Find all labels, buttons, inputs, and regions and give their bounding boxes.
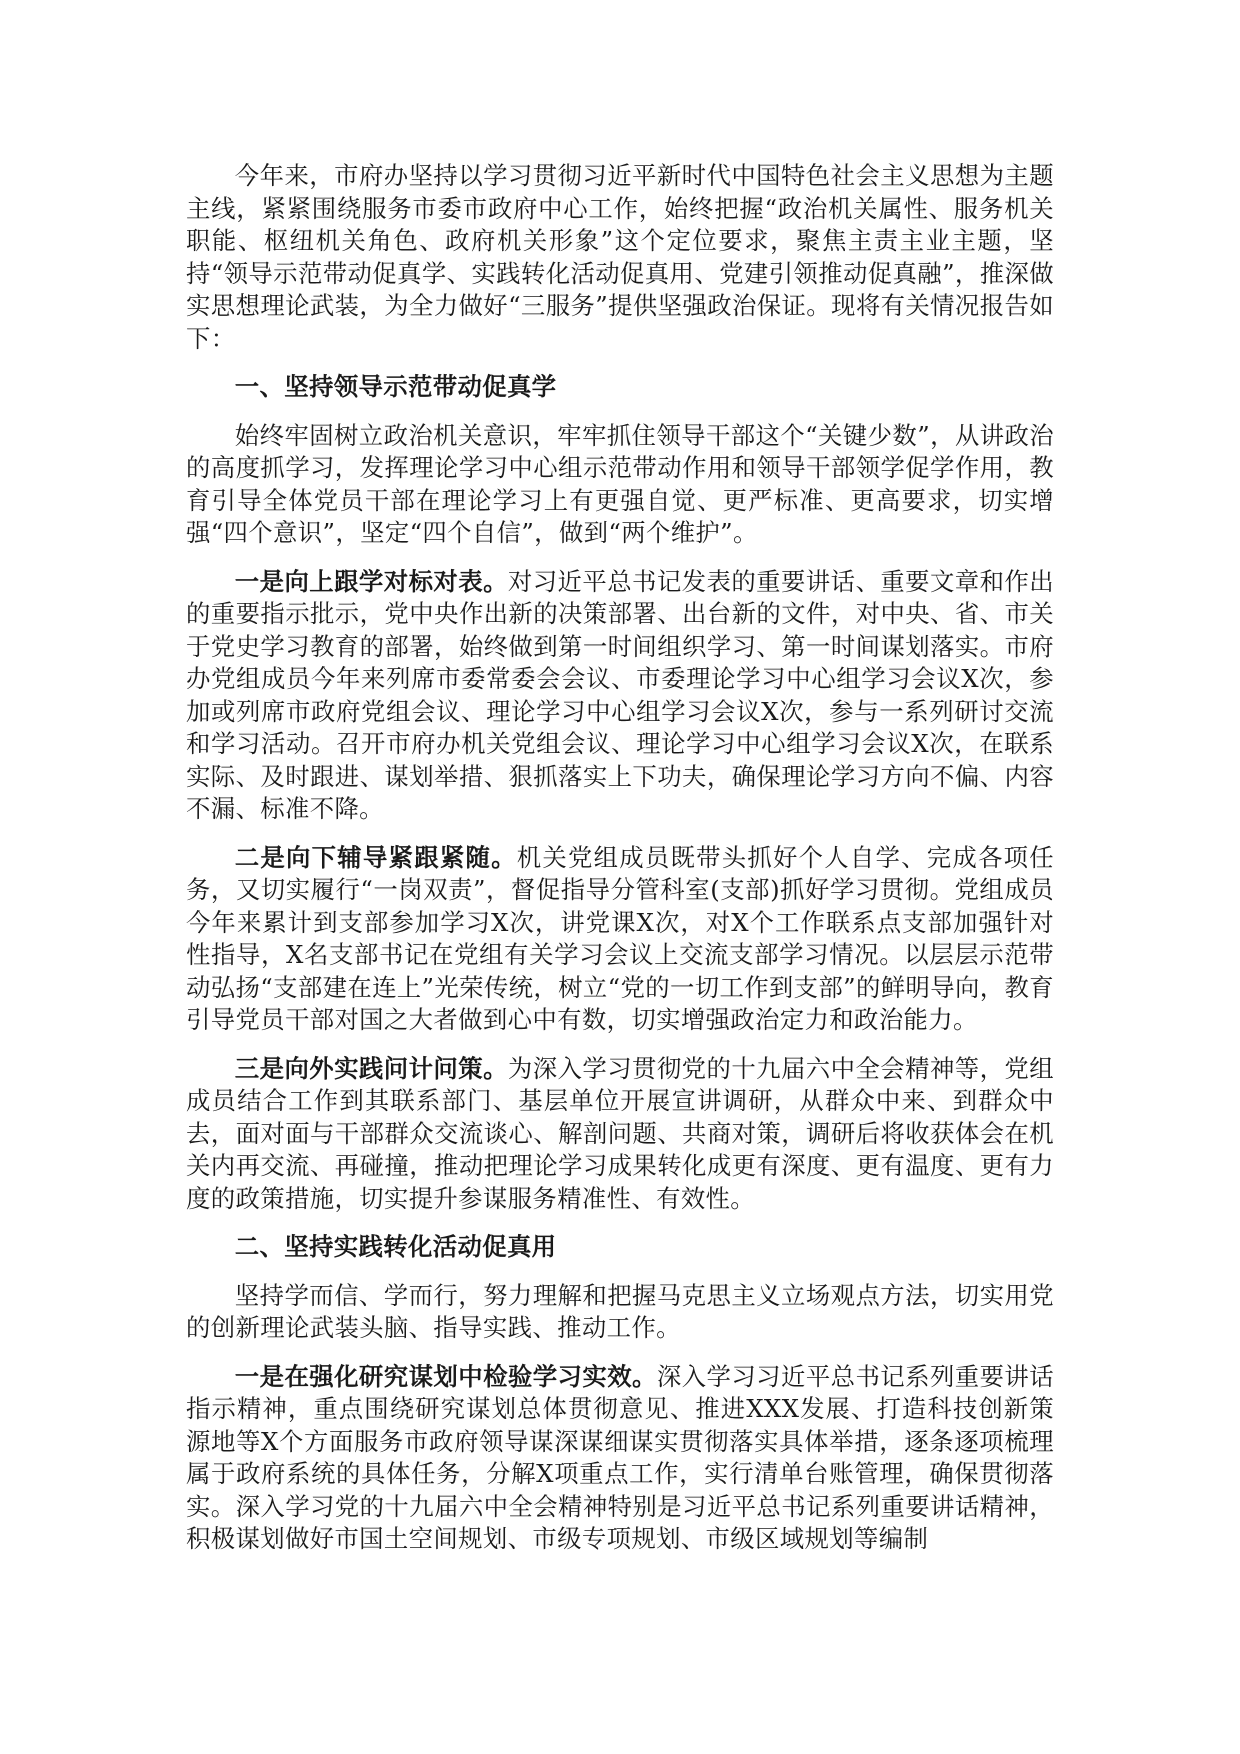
item-lead: 一是在强化研究谋划中检验学习实效。 bbox=[234, 1361, 657, 1391]
item-lead: 二是向下辅导紧跟紧随。 bbox=[234, 842, 517, 872]
section-1-item-2 bbox=[186, 842, 1054, 1037]
item-text: 机关党组成员既带头抓好个人自学、完成各项任务，又切实履行“一岗双责”，督促指导分管科室(支部)抓好学习贯彻。党组成员今年来累计到支部参加学习X次，讲党课X次，对X个工作联系点支部加强针对性指导，X名支部书记在党组有关学习会议上交流支部学习情况。以层层示范带动弘扬“支部建在连上”光荣传统，树立“党的一切工作到支部”的鲜明导向，教育引导党员干部对国之大者做到心中有数，切实增强政治定力和政治能力。 bbox=[186, 842, 1054, 1034]
section-2-summary: 坚持学而信、学而行，努力理解和把握马克思主义立场观点方法，切实用党的创新理论武装头脑、指导实践、推动工作。 bbox=[186, 1280, 1054, 1342]
item-lead: 三是向外实践问计问策。 bbox=[234, 1053, 508, 1083]
document-page bbox=[186, 160, 1054, 1572]
item-text: 深入学习习近平总书记系列重要讲话指示精神，重点围绕研究谋划总体贯彻意见、推进XXX发展、打造科技创新策源地等X个方面服务市政府领导谋深谋细谋实贯彻落实具体举措，逐条逐项梳理属于政府系统的具体任务，分解X项重点工作，实行清单台账管理，确保贯彻落实。深入学习党的十九届六中全会精神特别是习近平总书记系列重要讲话精神，积极谋划做好市国土空间规划、市级专项规划、市级区域规划等编制 bbox=[186, 1361, 1054, 1553]
section-1-item-3 bbox=[186, 1053, 1054, 1216]
item-text: 对习近平总书记发表的重要讲话、重要文章和作出的重要指示批示，党中央作出新的决策部署、出台新的文件，对中央、省、市关于党史学习教育的部署，始终做到第一时间组织学习、第一时间谋划落实。市府办党组成员今年来列席市委常委会会议、市委理论学习中心组学习会议X次，参加或列席市政府党组会议、理论学习中心组学习会议X次，参与一系列研讨交流和学习活动。召开市府办机关党组会议、理论学习中心组学习会议X次，在联系实际、及时跟进、谋划举措、狠抓落实上下功夫，确保理论学习方向不偏、内容不漏、标准不降。 bbox=[186, 566, 1054, 823]
intro-paragraph: 今年来，市府办坚持以学习贯彻习近平新时代中国特色社会主义思想为主题主线，紧紧围绕服务市委市政府中心工作，始终把握“政治机关属性、服务机关职能、枢纽机关角色、政府机关形象”这个定位要求，聚焦主责主业主题，坚持“领导示范带动促真学、实践转化活动促真用、党建引领推动促真融”，推深做实思想理论武装，为全力做好“三服务”提供坚强政治保证。现将有关情况报告如下： bbox=[186, 161, 1054, 353]
section-1-item-1 bbox=[186, 566, 1054, 826]
item-text: 为深入学习贯彻党的十九届六中全会精神等，党组成员结合工作到其联系部门、基层单位开展宣讲调研，从群众中来、到群众中去，面对面与干部群众交流谈心、解剖问题、共商对策，调研后将收获体会在机关内再交流、再碰撞，推动把理论学习成果转化成更有深度、更有温度、更有力度的政策措施，切实提升参谋服务精准性、有效性。 bbox=[186, 1053, 1054, 1213]
section-1-summary: 始终牢固树立政治机关意识，牢牢抓住领导干部这个“关键少数”，从讲政治的高度抓学习，发挥理论学习中心组示范带动作用和领导干部领学促学作用，教育引导全体党员干部在理论学习上有更强自觉、更严标准、更高要求，切实增强“四个意识”，坚定“四个自信”，做到“两个维护”。 bbox=[186, 420, 1054, 547]
section-1-heading: 一、坚持领导示范带动促真学 bbox=[234, 372, 557, 401]
item-lead: 一是向上跟学对标对表。 bbox=[234, 566, 508, 596]
section-2-item-1 bbox=[186, 1361, 1054, 1556]
section-2-heading: 二、坚持实践转化活动促真用 bbox=[234, 1232, 557, 1261]
